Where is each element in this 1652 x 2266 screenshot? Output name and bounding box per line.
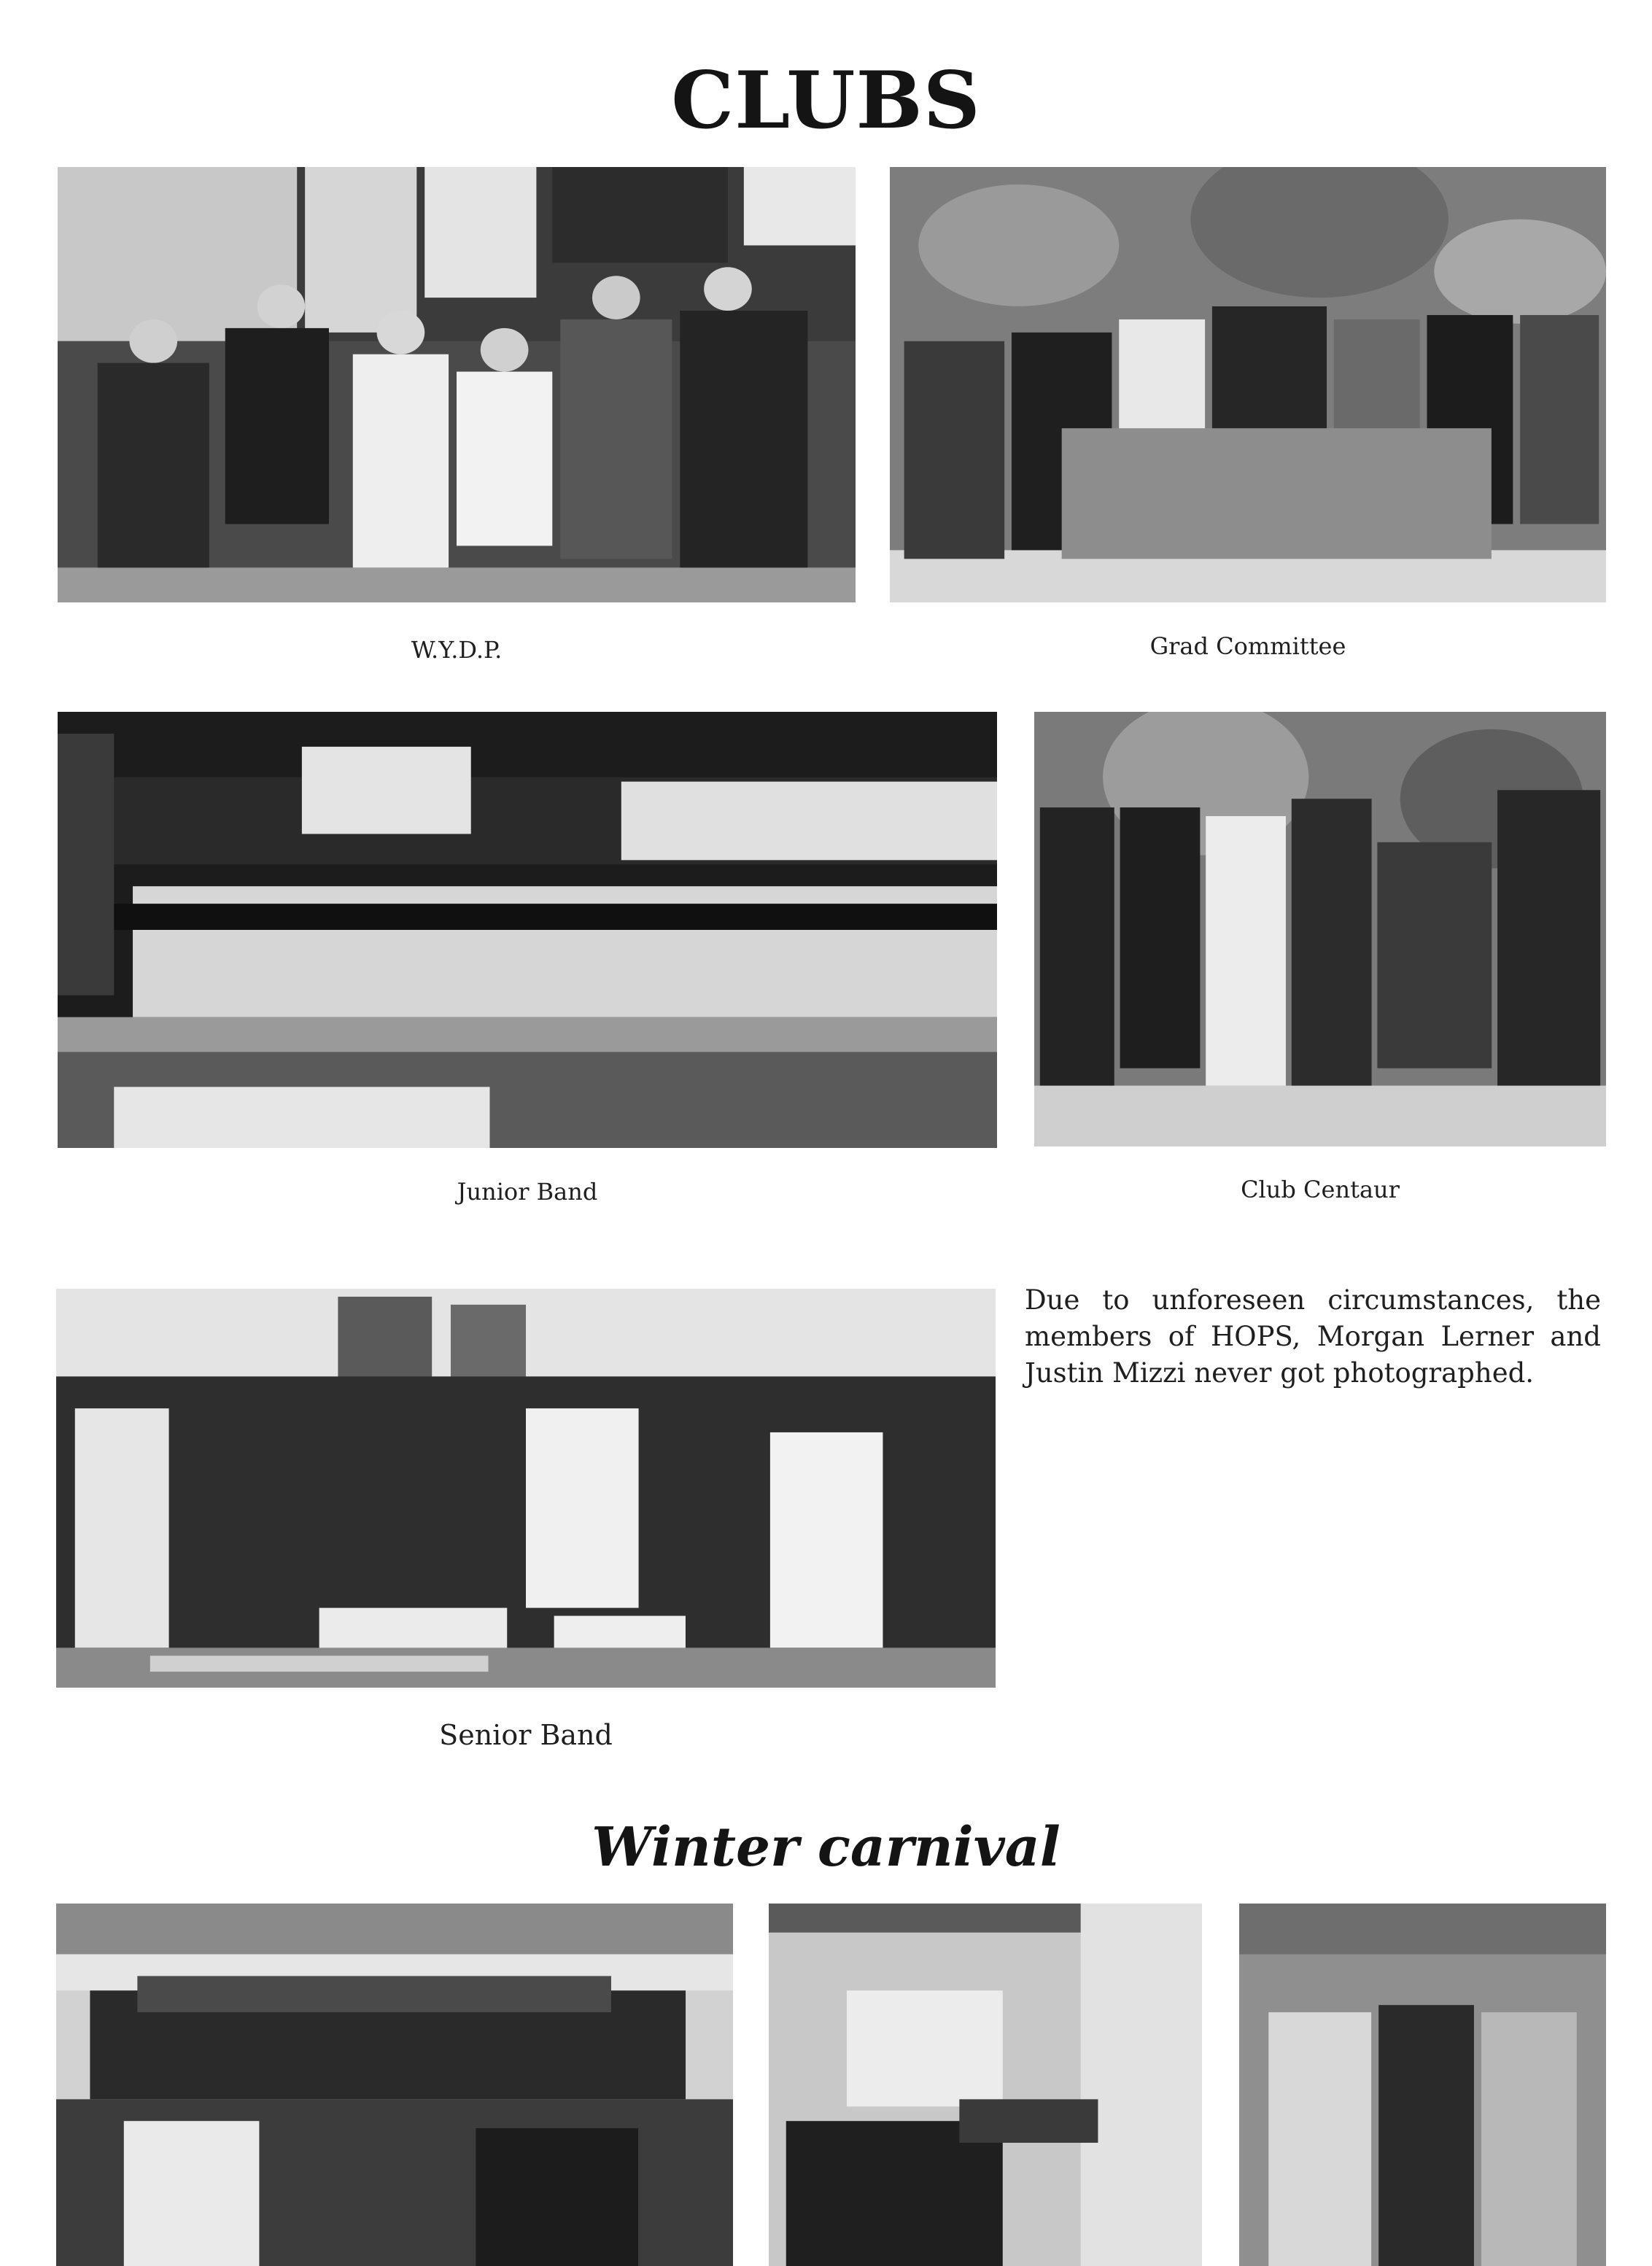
photo-club-centaur — [1034, 712, 1606, 1146]
page-title: CLUBS — [671, 55, 981, 147]
photo-wydp — [58, 167, 856, 602]
photo-winter-carnival-group — [56, 1904, 733, 2266]
section-title-winter-carnival: Winter carnival — [592, 1816, 1060, 1879]
photo-winter-carnival-ice — [769, 1904, 1202, 2266]
caption-club-centaur: Club Centaur — [1241, 1176, 1400, 1203]
photo-winter-carnival-trio — [1239, 1904, 1606, 2266]
photo-senior-band — [56, 1289, 996, 1688]
caption-senior-band: Senior Band — [439, 1719, 613, 1751]
caption-wydp: W.Y.D.P. — [411, 636, 503, 664]
photo-junior-band — [58, 712, 997, 1148]
caption-junior-band: Junior Band — [457, 1178, 598, 1206]
caption-grad-committee: Grad Committee — [1149, 632, 1346, 660]
hops-note: Due to unforeseen circumstances, the members of HOPS, Morgan Lerner and Justin Mizzi never got photographed. — [1025, 1284, 1601, 1389]
photo-grad-committee — [890, 167, 1606, 602]
